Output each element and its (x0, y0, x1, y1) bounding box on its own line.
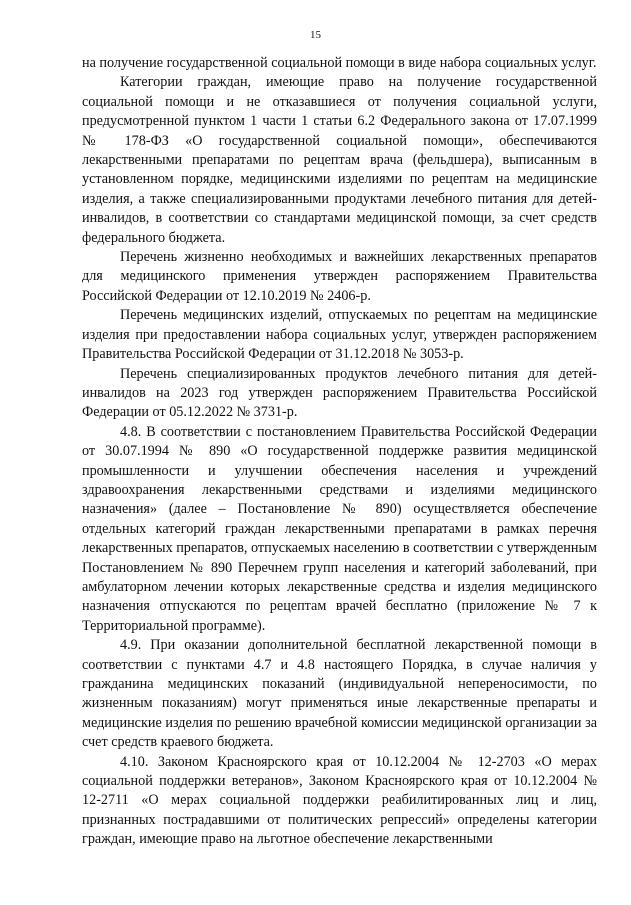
document-body (82, 54, 597, 850)
paragraph-medical-devices-list: Перечень медицинских изделий, отпускаемых по рецептам на медицинские изделия при предоставлении набора социальных услуг, утвержден распоряжением Правительства Российской Федерации от 31.12.2018 № 3053-р. (82, 307, 597, 363)
paragraph-nutrition-products-list: Перечень специализированных продуктов лечебного питания для детей-инвалидов на 2023 год утвержден распоряжением Правительства Российской Федерации от 05.12.2022 № 3731-р. (82, 365, 597, 421)
paragraph-continuation: на получение государственной социальной помощи в виде набора социальных услуг. (82, 55, 597, 71)
page-number: 15 (310, 29, 321, 41)
paragraph-essential-drugs-list: Перечень жизненно необходимых и важнейших лекарственных препаратов для медицинского применения утвержден распоряжением Правительства Российской Федерации от 12.10.2019 № 2406-р. (82, 249, 597, 304)
paragraph-section-4-9: 4.9. При оказании дополнительной бесплатной лекарственной помощи в соответствии с пунктами 4.7 и 4.8 настоящего Порядка, в случае наличия у гражданина медицинских показаний (индивидуальной непереносимости, по жизненным показаниям) могут применяться иные лекарственные препараты и медицинские изделия по решению врачебной комиссии медицинской организации за счет средств краевого бюджета. (82, 637, 597, 751)
paragraph-citizen-categories: Категории граждан, имеющие право на получение государственной социальной помощи и не отказавшиеся от получения социальной услуги, предусмотренной пунктом 1 части 1 статьи 6.2 Федерального закона от 17.07.1999 № 178-ФЗ «О государственной социальной помощи», обеспечиваются лекарственными препаратами по рецептам врача (фельдшера), выписанным в установленном порядке, медицинскими изделиями по рецептам на медицинские изделия, а также специализированными продуктами лечебного питания для детей-инвалидов, в соответствии со стандартами медицинской помощи, за счет средств федерального бюджета. (82, 74, 597, 246)
paragraph-section-4-10: 4.10. Законом Красноярского края от 10.12.2004 № 12-2703 «О мерах социальной поддержки ветеранов», Законом Красноярского края от 10.12.2004 № 12-2711 «О мерах социальной поддержки реабилитированных лиц и лиц, признанных пострадавшими от политических репрессий» определены категории граждан, имеющие право на льготное обеспечение лекарственными (82, 753, 597, 848)
paragraph-section-4-8: 4.8. В соответствии с постановлением Правительства Российской Федерации от 30.07.1994 № 890 «О государственной поддержке развития медицинской промышленности и улучшении обеспечения населения и учреждений здравоохранения лекарственными средствами и изделиями медицинского назначения» (далее – Постановление № 890) осуществляется обеспечение отдельных категорий граждан лекарственными препаратами в рамках перечня лекарственных препаратов, отпускаемых населению в соответствии с утвержденным Постановлением № 890 Перечнем групп населения и категорий заболеваний, при амбулаторном лечении которых лекарственные средства и изделия медицинского назначения отпускаются по рецептам врачей бесплатно (приложение № 7 к Территориальной программе). (82, 423, 598, 634)
